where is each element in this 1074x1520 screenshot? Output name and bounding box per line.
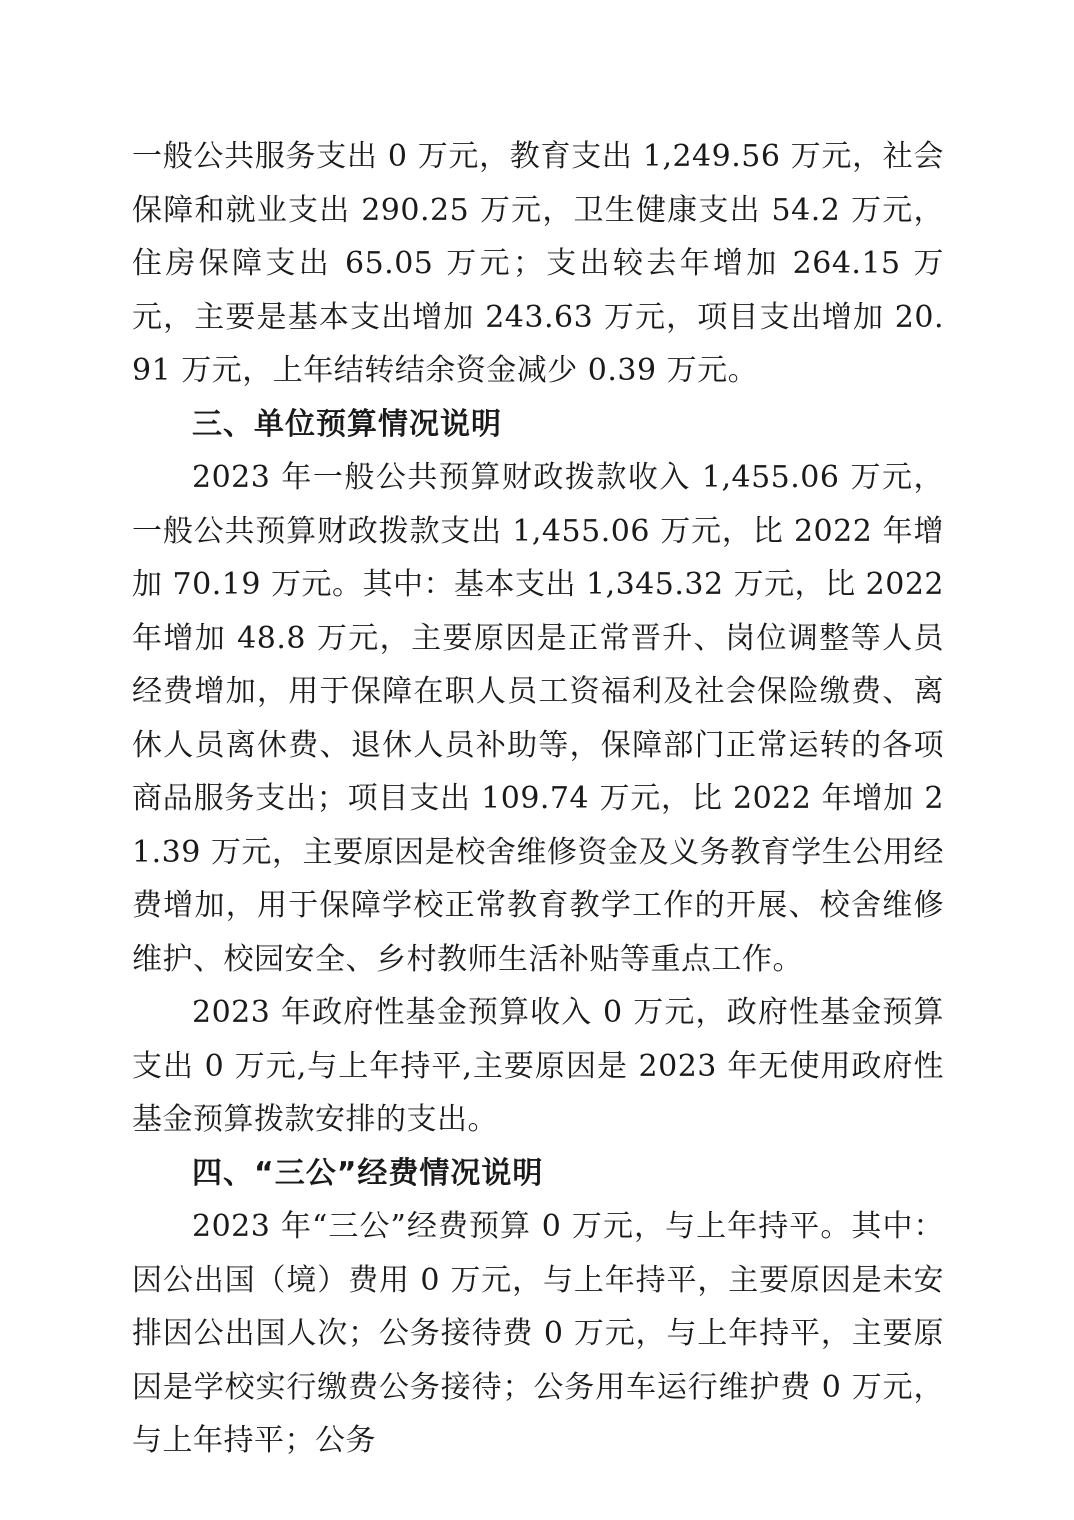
heading-three-public-expenses: 四、“三公”经费情况说明: [192, 1155, 544, 1191]
paragraph-government-fund: 2023 年政府性基金预算收入 0 万元，政府性基金预算支出 0 万元,与上年持平,主要原因是 2023 年无使用政府性基金预算拨款安排的支出。: [132, 995, 944, 1137]
paragraph-general-budget: 2023 年一般公共预算财政拨款收入 1,455.06 万元，一般公共预算财政拨款支出 1,455.06 万元，比 2022 年增加 70.19 万元。其中：基本支出 1,345.32 万元，比 2022 年增加 48.8 万元，主要原因是正常晋升、岗位调整等人员经费增加，用于保障在职人员工资福利及社会保险缴费、离休人员离休费、退休人员补助等，保障部门正常运转的各项商品服务支出；项目支出 109.74 万元，比 2022 年增加 21.39 万元，主要原因是校舍维修资金及义务教育学生公用经费增加，用于保障学校正常教育教学工作的开展、校舍维修维护、校园安全、乡村教师生活补贴等重点工作。: [132, 460, 945, 977]
document-body: [132, 130, 944, 1468]
heading-unit-budget: 三、单位预算情况说明: [192, 406, 502, 442]
paragraph-three-public-expenses: 2023 年“三公”经费预算 0 万元，与上年持平。其中：因公出国（境）费用 0 万元，与上年持平，主要原因是未安排因公出国人次；公务接待费 0 万元，与上年持平，主要原因是学校实行缴费公务接待；公务用车运行维护费 0 万元，与上年持平；公务: [132, 1209, 944, 1458]
paragraph-expenditure-detail: 一般公共服务支出 0 万元，教育支出 1,249.56 万元，社会保障和就业支出 290.25 万元，卫生健康支出 54.2 万元，住房保障支出 65.05 万元；支出较去年增加 264.15 万元，主要是基本支出增加 243.63 万元，项目支出增加 20.91 万元，上年结转结余资金减少 0.39 万元。: [132, 139, 944, 388]
